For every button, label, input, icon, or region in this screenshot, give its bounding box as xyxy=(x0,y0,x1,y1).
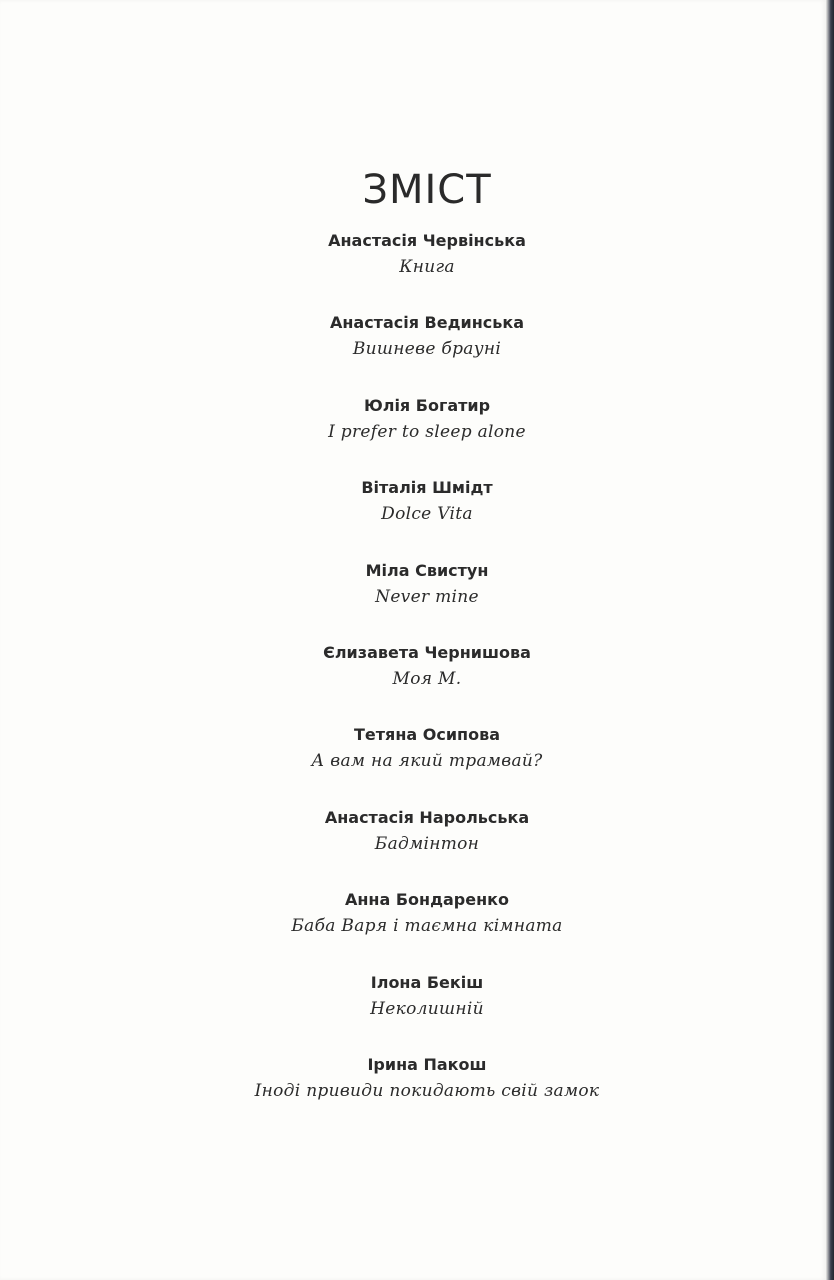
toc-entry xyxy=(0,971,834,1053)
toc-entry xyxy=(0,723,834,805)
toc-author: Анастасія Нарольська xyxy=(324,807,530,827)
toc-entry xyxy=(0,394,834,476)
toc-work-title: Вишневе брауні xyxy=(352,339,502,360)
toc-work-title: Неколишній xyxy=(370,998,484,1019)
toc-entry xyxy=(0,559,834,641)
toc-work-title: I prefer to sleep alone xyxy=(328,421,526,442)
toc-work-title: Never mine xyxy=(375,586,479,607)
toc-author: Ілона Бекіш xyxy=(370,972,484,992)
toc-entry xyxy=(0,888,834,970)
toc-author: Анна Бондаренко xyxy=(344,890,510,910)
toc-author: Анастасія Червінська xyxy=(328,231,526,250)
toc-work-title: А вам на який трамвай? xyxy=(311,751,543,772)
toc-entry xyxy=(0,476,834,558)
toc-work-title: Моя М. xyxy=(392,668,462,689)
toc-work-title: Іноді привиди покидають свій замок xyxy=(254,1080,600,1101)
toc-author: Єлизавета Чернишова xyxy=(323,642,531,662)
toc-entry xyxy=(0,229,834,311)
toc-author: Ірина Пакош xyxy=(367,1054,487,1074)
toc-entry xyxy=(0,311,834,393)
toc-work-title: Баба Варя і таємна кімната xyxy=(291,916,563,937)
toc-work-title: Бадмінтон xyxy=(374,833,480,854)
page-title: ЗМІСТ xyxy=(362,166,492,213)
toc-author: Віталія Шмідт xyxy=(361,478,493,498)
toc-author: Юлія Богатир xyxy=(363,395,491,415)
toc-entry xyxy=(0,806,834,888)
toc-work-title: Книга xyxy=(399,257,455,277)
toc-entry xyxy=(0,1053,834,1135)
toc-author: Тетяна Осипова xyxy=(354,725,500,745)
toc-author: Міла Свистун xyxy=(365,560,489,580)
book-cover-edge xyxy=(826,0,834,1280)
toc-entry xyxy=(0,641,834,723)
table-of-contents xyxy=(0,229,834,1135)
toc-work-title: Dolce Vita xyxy=(381,504,473,525)
toc-author: Анастасія Вединська xyxy=(329,313,525,333)
